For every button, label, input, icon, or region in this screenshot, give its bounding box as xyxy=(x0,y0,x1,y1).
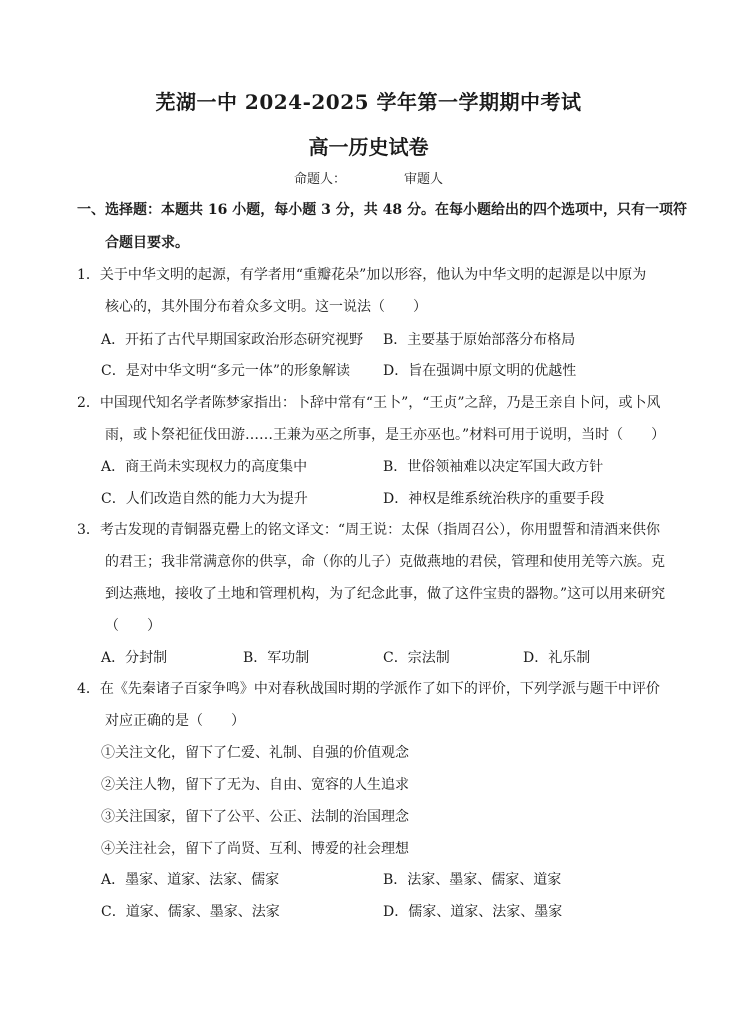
question-4-item-2: ②关注人物，留下了无为、自由、宽容的人生追求 xyxy=(101,777,409,793)
question-2-line-1: 2．中国现代知名学者陈梦家指出：卜辞中常有“王卜”，“王贞”之辞，乃是王亲自卜问，或卜风 xyxy=(77,395,661,411)
question-2-option-a: A．商王尚未实现权力的高度集中 xyxy=(101,459,308,475)
section-instructions-line-2: 合题目要求。 xyxy=(105,235,189,251)
question-3-option-b: B．军功制 xyxy=(243,650,310,666)
question-1-option-a: A．开拓了古代早期国家政治形态研究视野 xyxy=(101,332,364,348)
question-4-item-3: ③关注国家，留下了公平、公正、法制的治国理念 xyxy=(101,809,409,825)
question-2-option-c: C．人们改造自然的能力大为提升 xyxy=(101,491,308,507)
question-3-line-4: （ ） xyxy=(105,618,161,634)
question-4-item-4: ④关注社会，留下了尚贤、互利、博爱的社会理想 xyxy=(101,841,409,857)
reviewer-label: 审题人 xyxy=(404,172,444,187)
question-4-line-1: 4．在《先秦诸子百家争鸣》中对春秋战国时期的学派作了如下的评价，下列学派与题干中评价 xyxy=(77,681,660,697)
exam-title: 芜湖一中 2024-2025 学年第一学期期中考试 xyxy=(155,90,582,114)
question-3-option-c: C．宗法制 xyxy=(383,650,450,666)
question-3-option-d: D．礼乐制 xyxy=(523,650,591,666)
question-1-option-c: C．是对中华文明“多元一体”的形象解读 xyxy=(101,363,351,379)
question-1-line-1: 1．关于中华文明的起源，有学者用“重瓣花朵”加以形容，他认为中华文明的起源是以中原为 xyxy=(77,267,647,283)
question-4-line-2: 对应正确的是（ ） xyxy=(105,713,245,729)
question-4-option-a: A．墨家、道家、法家、儒家 xyxy=(101,872,280,888)
section-instructions-line-1: 一、选择题：本题共 16 小题，每小题 3 分，共 48 分。在每小题给出的四个选项中，只有一项符 xyxy=(77,202,687,218)
question-4-item-1: ①关注文化，留下了仁爱、礼制、自强的价值观念 xyxy=(101,745,409,761)
question-1-option-d: D．旨在强调中原文明的优越性 xyxy=(383,363,577,379)
question-1-line-2: 核心的，其外围分布着众多文明。这一说法（ ） xyxy=(105,299,427,315)
question-1-option-b: B．主要基于原始部落分布格局 xyxy=(383,332,576,348)
setter-label: 命题人： xyxy=(293,172,346,187)
question-2-line-2: 雨，或卜祭祀征伐田游……王兼为巫之所事，是王亦巫也。”材料可用于说明，当时（ ） xyxy=(105,427,666,443)
question-4-option-d: D．儒家、道家、法家、墨家 xyxy=(383,904,563,920)
setter-line xyxy=(0,168,737,187)
question-4-option-b: B．法家、墨家、儒家、道家 xyxy=(383,872,562,888)
question-2-option-d: D．神权是维系统治秩序的重要手段 xyxy=(383,491,605,507)
question-3-line-2: 的君王；我非常满意你的供享，命（你的儿子）克做燕地的君侯，管理和使用羌等六族。克 xyxy=(105,554,665,570)
question-4-option-c: C．道家、儒家、墨家、法家 xyxy=(101,904,280,920)
question-3-line-3: 到达燕地，接收了土地和管理机构，为了纪念此事，做了这件宝贵的器物。”这可以用来研究 xyxy=(105,586,666,602)
exam-subtitle: 高一历史试卷 xyxy=(308,135,429,159)
question-3-line-1: 3．考古发现的青铜器克罍上的铭文译文：“周王说：太保（指周召公），你用盟誓和清酒来供你 xyxy=(77,522,661,538)
question-2-option-b: B．世俗领袖难以决定军国大政方针 xyxy=(383,459,604,475)
question-3-option-a: A．分封制 xyxy=(101,650,168,666)
